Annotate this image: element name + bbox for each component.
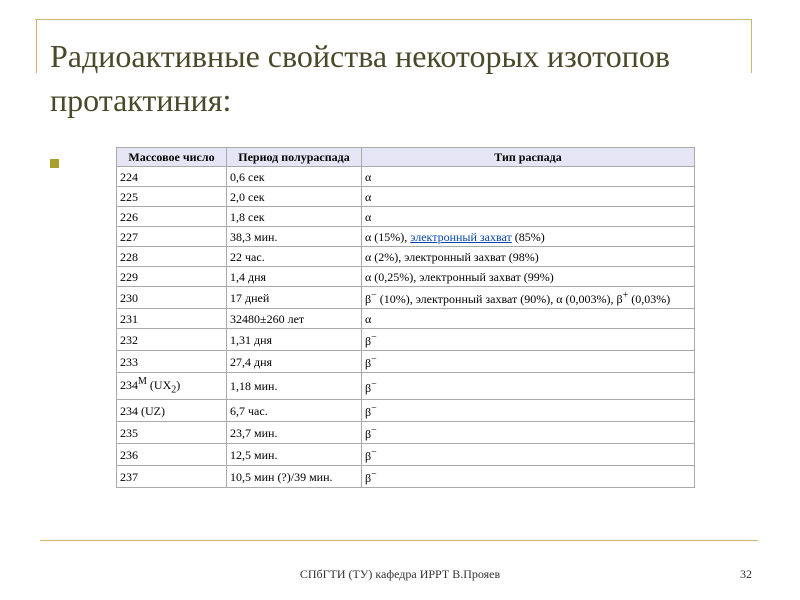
cell-half-life: 0,6 сек: [227, 167, 362, 187]
superscript: −: [371, 469, 377, 481]
decay-text: β: [365, 427, 372, 442]
cell-half-life: 38,3 мин.: [227, 227, 362, 247]
table-row: [117, 466, 695, 488]
cell-mass: 225: [117, 187, 227, 207]
cell-half-life: 1,4 дня: [227, 267, 362, 287]
table-row: [117, 373, 695, 400]
electron-capture-link[interactable]: электронный захват: [410, 229, 512, 244]
cell-half-life: 1,18 мин.: [227, 373, 362, 400]
cell-decay: α: [362, 309, 695, 329]
cell-half-life: 6,7 час.: [227, 400, 362, 422]
bullet-icon: [50, 159, 59, 168]
cell-half-life: 23,7 мин.: [227, 422, 362, 444]
cell-decay: [362, 287, 695, 309]
cell-mass: 233: [117, 351, 227, 373]
table-row: [117, 227, 695, 247]
cell-mass: 229: [117, 267, 227, 287]
table-row: [117, 351, 695, 373]
table-row: [117, 287, 695, 309]
left-rule: [36, 19, 37, 73]
cell-mass: [117, 373, 227, 400]
decay-text: β: [365, 471, 372, 486]
superscript: −: [371, 425, 377, 437]
mass-text: ): [176, 378, 181, 392]
header-decay-type: Тип распада: [362, 148, 695, 167]
page-number: 32: [740, 567, 752, 581]
decay-text: β: [365, 405, 372, 420]
cell-mass: 236: [117, 444, 227, 466]
cell-decay: [362, 422, 695, 444]
table-row: [117, 400, 695, 422]
table-row: [117, 207, 695, 227]
table-row: [117, 267, 695, 287]
cell-half-life: 22 час.: [227, 247, 362, 267]
cell-decay: [362, 329, 695, 351]
footer-text: СПбГТИ (ТУ) кафедра ИРРТ В.Прояев: [299, 567, 501, 581]
cell-mass: 224: [117, 167, 227, 187]
cell-mass: 231: [117, 309, 227, 329]
superscript: −: [371, 447, 377, 459]
top-rule: [35, 19, 752, 20]
table-row: [117, 444, 695, 466]
decay-text: α (15%),: [365, 229, 411, 244]
cell-mass: 228: [117, 247, 227, 267]
superscript: −: [371, 290, 377, 301]
cell-decay: α: [362, 187, 695, 207]
cell-mass: 235: [117, 422, 227, 444]
decay-text: (85%): [511, 229, 545, 244]
superscript: M: [138, 376, 147, 387]
cell-decay: [362, 373, 695, 400]
decay-text: β: [365, 356, 372, 370]
cell-decay: α: [362, 207, 695, 227]
cell-half-life: 1,8 сек: [227, 207, 362, 227]
cell-mass: 237: [117, 466, 227, 488]
cell-decay: [362, 400, 695, 422]
cell-mass: 230: [117, 287, 227, 309]
cell-decay: [362, 351, 695, 373]
table-row: [117, 422, 695, 444]
table-row: [117, 309, 695, 329]
decay-text: (10%), электронный захват (90%), α (0,003%), β: [376, 292, 623, 306]
cell-decay: α: [362, 167, 695, 187]
cell-half-life: 12,5 мин.: [227, 444, 362, 466]
cell-half-life: 17 дней: [227, 287, 362, 309]
cell-decay: α (2%), электронный захват (98%): [362, 247, 695, 267]
superscript: −: [371, 403, 377, 415]
decay-text: β: [365, 380, 372, 395]
cell-half-life: 1,31 дня: [227, 329, 362, 351]
cell-mass: 226: [117, 207, 227, 227]
cell-mass: 234 (UZ): [117, 400, 227, 422]
cell-mass: 232: [117, 329, 227, 351]
decay-text: β: [365, 334, 372, 348]
cell-half-life: 32480±260 лет: [227, 309, 362, 329]
header-mass-number: Массовое число: [117, 148, 227, 167]
slide-title: Радиоактивные свойства некоторых изотопов протактиния:: [50, 38, 670, 118]
cell-decay: [362, 227, 695, 247]
subscript: 2: [171, 384, 177, 396]
decay-text: (0,03%): [628, 292, 671, 306]
bottom-rule: [40, 540, 758, 541]
cell-mass: 227: [117, 227, 227, 247]
cell-half-life: 2,0 сек: [227, 187, 362, 207]
decay-text: β: [365, 292, 372, 306]
superscript: +: [622, 290, 629, 301]
table-row: [117, 247, 695, 267]
cell-half-life: 27,4 дня: [227, 351, 362, 373]
mass-text: (UX: [146, 378, 172, 392]
mass-text: 234: [120, 378, 138, 392]
cell-decay: α (0,25%), электронный захват (99%): [362, 267, 695, 287]
cell-decay: [362, 444, 695, 466]
table-header-row: [117, 148, 695, 167]
cell-half-life: 10,5 мин (?)/39 мин.: [227, 466, 362, 488]
table-row: [117, 187, 695, 207]
decay-text: β: [365, 449, 372, 464]
superscript: −: [371, 378, 377, 390]
table-row: [117, 329, 695, 351]
header-half-life: Период полураспада: [227, 148, 362, 167]
right-rule: [751, 19, 752, 73]
table-row: [117, 167, 695, 187]
isotope-table: [116, 147, 695, 488]
cell-decay: [362, 466, 695, 488]
superscript: −: [371, 354, 377, 365]
superscript: −: [371, 332, 377, 343]
